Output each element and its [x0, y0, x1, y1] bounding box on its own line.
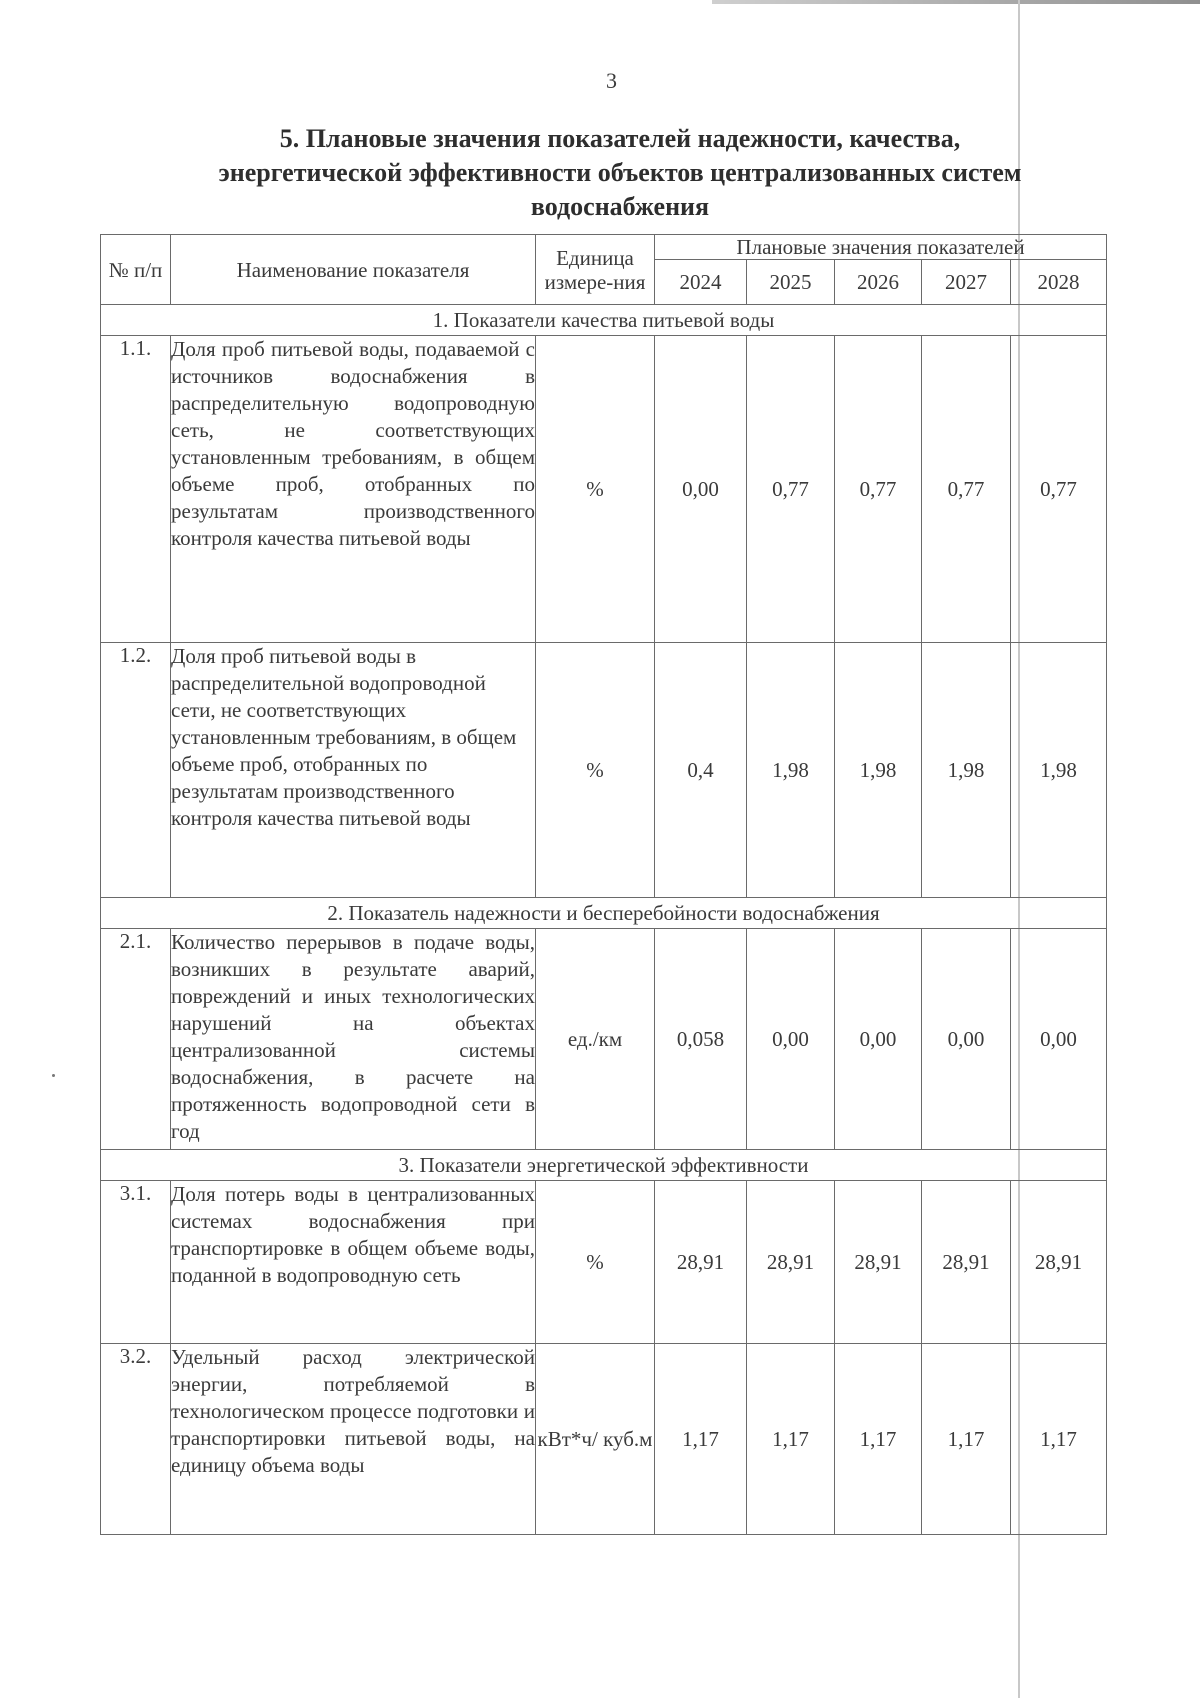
- table-row: [101, 1344, 1107, 1535]
- indicators-table: [100, 234, 1107, 1535]
- section-title: 3. Показатели энергетической эффективности: [101, 1150, 1107, 1181]
- value-cell: 1,17: [835, 1344, 922, 1535]
- value-cell: 1,17: [655, 1344, 747, 1535]
- indicator-name: Доля проб питьевой воды в распределительной водопроводной сети, не соответствующих установленным требованиям, в общем объеме проб, отобранных по результатам производственного контроля качества питьевой воды: [171, 643, 536, 898]
- value-cell: 0,00: [655, 336, 747, 643]
- indicator-unit: %: [536, 336, 655, 643]
- scan-edge-top: [712, 0, 1200, 4]
- header-plan-group: Плановые значения показателей: [655, 235, 1107, 260]
- header-num: № п/п: [101, 235, 171, 305]
- section-title: 1. Показатели качества питьевой воды: [101, 305, 1107, 336]
- value-cell: 0,058: [655, 929, 747, 1150]
- value-cell: 1,17: [1011, 1344, 1107, 1535]
- header-name: Наименование показателя: [171, 235, 536, 305]
- section-title: 2. Показатель надежности и бесперебойности водоснабжения: [101, 898, 1107, 929]
- value-cell: 1,98: [747, 643, 835, 898]
- table-row: [101, 929, 1107, 1150]
- value-cell: 28,91: [835, 1181, 922, 1344]
- row-number: 1.1.: [101, 336, 171, 643]
- table-header-row: [101, 235, 1107, 260]
- value-cell: 0,77: [835, 336, 922, 643]
- value-cell: 0,00: [835, 929, 922, 1150]
- row-number: 3.2.: [101, 1344, 171, 1535]
- row-number: 1.2.: [101, 643, 171, 898]
- value-cell: 0,00: [922, 929, 1011, 1150]
- value-cell: 28,91: [747, 1181, 835, 1344]
- indicator-name: Доля потерь воды в централизованных системах водоснабжения при транспортировке в общем объеме воды, поданной в водопроводную сеть: [171, 1181, 536, 1344]
- page-number: 3: [606, 68, 617, 93]
- section-row: [101, 898, 1107, 929]
- header-year: 2027: [922, 260, 1011, 305]
- scan-speck: [52, 1074, 55, 1077]
- value-cell: 1,98: [1011, 643, 1107, 898]
- table-row: [101, 1181, 1107, 1344]
- section-row: [101, 1150, 1107, 1181]
- value-cell: 0,00: [1011, 929, 1107, 1150]
- indicator-unit: ед./км: [536, 929, 655, 1150]
- value-cell: 0,77: [747, 336, 835, 643]
- header-unit: Единица измере-ния: [536, 235, 655, 305]
- header-year: 2025: [747, 260, 835, 305]
- value-cell: 28,91: [655, 1181, 747, 1344]
- value-cell: 0,00: [747, 929, 835, 1150]
- header-year: 2028: [1011, 260, 1107, 305]
- indicator-name: Количество перерывов в подаче воды, возникших в результате аварий, повреждений и иных технологических нарушений на объектах централизованной системы водоснабжения, в расчете на протяженность водопроводной сети в год: [171, 929, 536, 1150]
- value-cell: 0,77: [922, 336, 1011, 643]
- value-cell: 1,17: [922, 1344, 1011, 1535]
- indicator-name: Доля проб питьевой воды, подаваемой с источников водоснабжения в распределительную водопроводную сеть, не соответствующих установленным требованиям, в общем объеме проб, отобранных по результатам производственного контроля качества питьевой воды: [171, 336, 536, 643]
- value-cell: 0,4: [655, 643, 747, 898]
- table-row: [101, 336, 1107, 643]
- section-row: [101, 305, 1107, 336]
- value-cell: 28,91: [1011, 1181, 1107, 1344]
- table-row: [101, 643, 1107, 898]
- value-cell: 28,91: [922, 1181, 1011, 1344]
- row-number: 2.1.: [101, 929, 171, 1150]
- value-cell: 1,98: [835, 643, 922, 898]
- indicator-unit: кВт*ч/ куб.м: [536, 1344, 655, 1535]
- value-cell: 1,17: [747, 1344, 835, 1535]
- row-number: 3.1.: [101, 1181, 171, 1344]
- value-cell: 1,98: [922, 643, 1011, 898]
- value-cell: 0,77: [1011, 336, 1107, 643]
- header-year: 2026: [835, 260, 922, 305]
- page-title: 5. Плановые значения показателей надежности, качества, энергетической эффективности объектов централизованных систем водоснабжения: [218, 124, 1022, 221]
- header-year: 2024: [655, 260, 747, 305]
- indicator-name: Удельный расход электрической энергии, потребляемой в технологическом процессе подготовки и транспортировки питьевой воды, на единицу объема воды: [171, 1344, 536, 1535]
- indicator-unit: %: [536, 643, 655, 898]
- indicator-unit: %: [536, 1181, 655, 1344]
